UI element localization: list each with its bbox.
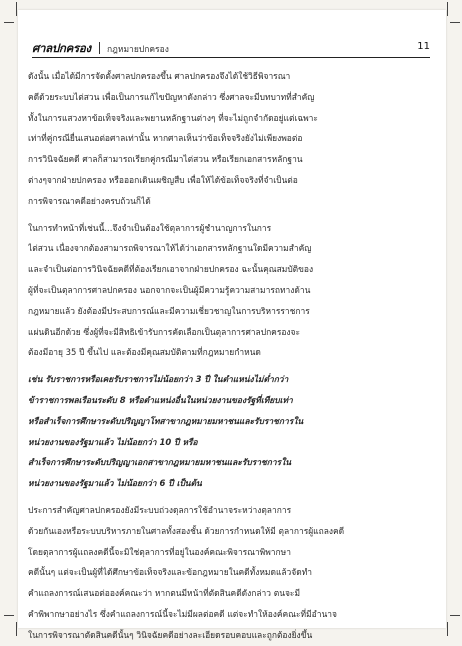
- text-line: แผ่นดินอีกด้วย ซึ่งผู้ที่จะมีสิทธิเข้ารับการคัดเลือกเป็นตุลาการศาลปกครองจะ: [28, 326, 301, 337]
- text-line: เช่น รับราชการหรือเคยรับราชการไม่น้อยกว่า 3 ปี ในตำแหน่งไม่ต่ำกว่า: [28, 374, 289, 385]
- text-line: ประการสำคัญศาลปกครองยังมีระบบถ่วงดุลการใช้อำนาจระหว่างตุลาการ: [28, 504, 292, 515]
- header-logo: ศาลปกครอง: [32, 41, 91, 55]
- text-line: สำเร็จการศึกษาระดับปริญญาเอกสาขากฎหมายมหาชนและรับราชการใน: [28, 457, 291, 468]
- crop-mark: [450, 22, 460, 23]
- text-line: และจำเป็นต่อการวินิจฉัยคดีที่ต้องเรียกเอาจากฝ่ายปกครอง ฉะนั้นคุณสมบัติของ: [28, 264, 314, 275]
- text-line: คำพิพากษาอย่างไร ซึ่งคำแถลงการณ์นี้จะไม่มีผลต่อคดี แต่จะทำให้องค์คณะที่มีอำนาจ: [28, 608, 337, 619]
- text-line: การวินิจฉัยคดี ศาลก็สามารถเรียกคู่กรณีมาไต่สวน หรือเรียกเอกสารหลักฐาน: [28, 154, 303, 165]
- text-line: คดีนั้นๆ แต่จะเป็นผู้ที่ได้ศึกษาข้อเท็จจริงและข้อกฎหมายในคดีทั้งหมดแล้วจัดทำ: [28, 567, 313, 578]
- header-rule: [32, 57, 430, 58]
- paragraph-2: [28, 218, 428, 364]
- text-line: หน่วยงานของรัฐมาแล้ว ไม่น้อยกว่า 10 ปี หรือ: [28, 436, 198, 447]
- text-line: ด้วยกันเองหรือระบบบริหารภายในศาลทั้งสองชั้น ด้วยการกำหนดให้มี ตุลาการผู้แถลงคดี: [28, 525, 345, 536]
- text-line: คำแถลงการณ์เสนอต่อองค์คณะว่า หากตนมีหน้าที่ตัดสินคดีดังกล่าว ตนจะมี: [28, 588, 301, 599]
- text-line: การพิจารณาคดีอย่างครบถ้วนก็ได้: [28, 195, 151, 206]
- text-line: กฎหมายแล้ว ยังต้องมีประสบการณ์และมีความเชี่ยวชาญในการบริหารราชการ: [28, 305, 310, 316]
- page-number: 11: [417, 41, 430, 52]
- text-line: ข้าราชการพลเรือนระดับ 8 หรือตำแหน่งอื่นในหน่วยงานของรัฐที่เทียบเท่า: [28, 394, 293, 405]
- text-line: ผู้ที่จะเป็นตุลาการศาลปกครอง นอกจากจะเป็นผู้มีความรู้ความสามารถทางด้าน: [28, 284, 311, 295]
- crop-mark: [16, 2, 17, 16]
- crop-mark: [450, 615, 460, 616]
- page-header: [32, 40, 430, 58]
- text-line: คดีด้วยระบบไต่สวน เพื่อเป็นการแก้ไขปัญหาดังกล่าว ซึ่งศาลจะมีบทบาทที่สำคัญ: [28, 91, 315, 102]
- text-line: ต้องมีอายุ 35 ปี ขึ้นไป และต้องมีคุณสมบัติตามที่กฎหมายกำหนด: [28, 347, 261, 358]
- text-line: ดังนั้น เมื่อได้มีการจัดตั้งศาลปกครองขึ้น ศาลปกครองจึงได้ใช้วิธีพิจารณา: [28, 71, 291, 81]
- text-line: ต่างๆจากฝ่ายปกครอง หรือออกเดินเผชิญสืบ เพื่อให้ได้ข้อเท็จจริงที่จำเป็นต่อ: [28, 174, 298, 185]
- text-line: หรือสำเร็จการศึกษาระดับปริญญาโทสาขากฎหมายมหาชนและรับราชการใน: [28, 415, 304, 426]
- crop-mark: [16, 622, 17, 636]
- text-line: หน่วยงานของรัฐมาแล้ว ไม่น้อยกว่า 6 ปี เป็นต้น: [28, 478, 202, 489]
- crop-mark: [447, 2, 448, 16]
- crop-mark: [447, 622, 448, 636]
- text-line: ในการทำหน้าที่เช่นนี้...จึงจำเป็นต้องใช้ตุลาการผู้ชำนาญการในการ: [28, 222, 272, 233]
- text-line: ทั้งในการแสวงหาข้อเท็จจริงและพยานหลักฐานต่างๆ ที่จะไม่ถูกจำกัดอยู่แต่เฉพาะ: [28, 112, 318, 123]
- page-body: [28, 66, 428, 646]
- text-line: โดยตุลาการผู้แถลงคดีนี้จะมิใช่ตุลาการที่อยู่ในองค์คณะพิจารณาพิพากษา: [28, 546, 291, 557]
- book-page: [18, 10, 446, 640]
- crop-mark: [4, 615, 14, 616]
- text-line: ไต่สวน เนื่องจากต้องสามารถพิจารณาให้ได้ว่าเอกสารหลักฐานใดมีความสำคัญ: [28, 243, 312, 254]
- text-line: ในการพิจารณาตัดสินคดีนั้นๆ วินิจฉัยคดีอย่างละเอียดรอบคอบและถูกต้องยิ่งขึ้น: [28, 629, 313, 640]
- paragraph-1: [28, 66, 428, 212]
- crop-mark: [4, 22, 14, 23]
- paragraph-example: [28, 369, 428, 494]
- header-separator: [99, 42, 100, 54]
- paragraph-4: [28, 500, 428, 646]
- text-line: เท่าที่คู่กรณียื่นเสนอต่อศาลเท่านั้น หากศาลเห็นว่าข้อเท็จจริงยังไม่เพียงพอต่อ: [28, 133, 303, 144]
- header-section-title: กฎหมายปกครอง: [107, 45, 169, 55]
